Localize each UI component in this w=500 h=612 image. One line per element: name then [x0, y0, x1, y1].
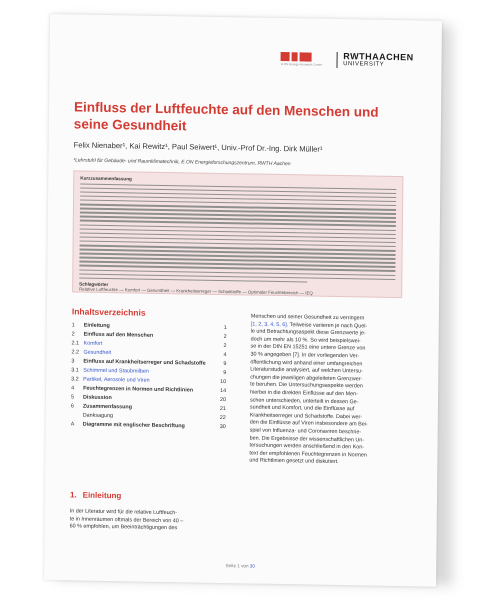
- toc-item-label: Danksagung: [82, 412, 114, 420]
- toc-item-number: A: [70, 421, 75, 428]
- footer-prefix: Seite 1 von: [225, 563, 250, 569]
- text-line: schen unterschieden, unterteilt in dessen Ge-: [249, 397, 359, 405]
- section-1-heading: [70, 490, 121, 500]
- toc-item-page: 30: [219, 423, 226, 431]
- toc-item-number: 6: [70, 403, 74, 410]
- text-line: Menschen und seiner Gesundheit zu verringern: [250, 313, 365, 322]
- toc-item[interactable]: [71, 385, 226, 394]
- keywords-heading: Schlagwörter: [79, 281, 109, 288]
- toc-item-number: 1: [71, 322, 75, 329]
- text-line: 30 % angegeben [7]. In der vorliegenden Ver-: [250, 351, 360, 360]
- abstract-text-blur: [79, 183, 396, 284]
- toc-heading: Inhaltsverzeichnis: [71, 306, 146, 318]
- toc-item[interactable]: [72, 322, 227, 331]
- eon-logo-subtitle: E.ON Energy Research Center: [280, 62, 323, 67]
- toc-item-page: 4: [223, 352, 227, 359]
- header-logos: [281, 48, 414, 72]
- text-line: sundheit und Komfort, und die Einflüsse auf: [249, 404, 355, 413]
- page-footer: [44, 560, 436, 572]
- toc-item-page: 9: [223, 370, 227, 377]
- section-title: Einleitung: [82, 490, 122, 501]
- text-line: [1, 2, 3, 4, 5, 6]. Teilweise variieren je nach Quel-: [250, 321, 368, 330]
- toc-item-number: 2.1: [71, 340, 80, 347]
- table-of-contents: [71, 322, 227, 433]
- text-line: Literaturstudie analysiert, auf welchen Untersu-: [250, 366, 364, 375]
- toc-item-page: 14: [220, 387, 227, 395]
- toc-item-label: Partikel, Aerosole und Viren: [83, 376, 150, 384]
- affiliation: ¹Lehrstuhl für Gebäude- und Raumklimatechnik, E.ON Energieforschungszentrum, RWTH Aachen: [73, 157, 291, 168]
- toc-item-label: Schimmel und Staubmilben: [83, 367, 149, 375]
- text-line: doch um mehr als 10 %. So wird beispielswei-: [250, 336, 361, 345]
- toc-item-page: 21: [219, 405, 226, 413]
- rwth-logo-line2: UNIVERSITY: [343, 61, 385, 68]
- toc-item[interactable]: [71, 376, 226, 385]
- toc-item-number: 2: [71, 331, 75, 338]
- section-number: 1.: [69, 490, 77, 500]
- toc-item-number: 2.2: [71, 349, 79, 356]
- toc-item-page: 2: [223, 343, 227, 350]
- toc-item-label: Diagramme mit englischer Beschriftung: [82, 421, 185, 430]
- text-line: le und Betrachtungsaspekt diese Grenzwerte je-: [250, 328, 366, 337]
- toc-item[interactable]: [71, 349, 226, 358]
- text-line: In der Literatur wird für die relative Luftfeuch-: [69, 508, 178, 517]
- toc-item[interactable]: [72, 340, 227, 349]
- text-line: Krankheitserreger und Schadstoffe. Dabei wer-: [249, 412, 363, 421]
- toc-item-number: 5: [70, 394, 75, 401]
- keywords: Relative Luftfeuchte — Komfort — Gesundheit — Krankheitserreger — Schadstoffe — Optimaler Feuchtebereich — IEQ: [79, 286, 313, 296]
- text-line: se in der DIN EN 15251 eine untere Grenze von: [250, 343, 366, 352]
- abstract-box: [72, 170, 403, 298]
- text-line: hierbei in die direkten Einflüsse auf den Men-: [250, 389, 358, 398]
- toc-item-label: Diskussion: [82, 394, 112, 402]
- toc-item-page: 1: [223, 325, 227, 332]
- text-line: spiel von Influenza- und Coronaviren beschrie-: [249, 427, 362, 436]
- toc-item-number: 3.2: [71, 376, 79, 383]
- document-title: Einfluss der Luftfeuchte auf den Menschen und seine Gesundheit: [73, 99, 379, 134]
- toc-item[interactable]: [71, 394, 226, 403]
- text-line: tersuchungen werden anschließend in den Kon-: [249, 442, 365, 451]
- toc-item[interactable]: [72, 331, 227, 340]
- toc-item[interactable]: [71, 358, 226, 367]
- toc-item-label: Gesundheit: [83, 349, 112, 357]
- toc-item-page: 22: [219, 414, 226, 422]
- text-line: öffentlichung wird anhand einer umfangreichen: [250, 359, 363, 368]
- text-line: den die Einflüsse auf Viren insbesondere am Bei-: [249, 419, 368, 428]
- document-page: [44, 14, 442, 587]
- toc-item[interactable]: [71, 412, 226, 421]
- text-line: ben. Die Ergebnisse der wissenschaftlichen Un-: [249, 434, 365, 443]
- footer-total-pages: 30: [249, 563, 255, 569]
- toc-item[interactable]: [71, 403, 226, 412]
- toc-item-page: 9: [223, 361, 227, 368]
- text-line: und Richtlinien gesetzt und diskutiert.: [249, 457, 339, 466]
- toc-item-page: 10: [220, 378, 227, 386]
- text-line: 60 % empfohlen, um Beeinträchtigungen des: [69, 523, 178, 532]
- toc-item-label: Einfluss auf Krankheitserreger und Schadstoffe: [83, 358, 206, 367]
- rwth-logo: [336, 52, 414, 69]
- citation-link[interactable]: [1, 2, 3, 4, 5, 6]: [250, 321, 287, 328]
- toc-item-label: Einfluss auf den Menschen: [83, 331, 154, 339]
- toc-item-label: Einleitung: [83, 322, 110, 330]
- text-line: text der empfohlenen Feuchtegrenzen in Normen: [249, 450, 367, 459]
- toc-item-page: 2: [223, 334, 227, 341]
- toc-item-number: 4: [71, 385, 75, 392]
- toc-item[interactable]: [71, 367, 226, 376]
- toc-item[interactable]: [71, 421, 226, 430]
- toc-item-page: 20: [219, 396, 227, 404]
- toc-item-number: 3: [71, 358, 75, 365]
- text-line: te beruhen. Die Untersuchungsaspekte werden: [250, 381, 363, 390]
- toc-item-label: Zusammenfassung: [82, 403, 133, 411]
- intro-text-left: [70, 508, 230, 534]
- toc-item-number: 3.1: [71, 367, 79, 374]
- text-line: te in Innenräumen oftmals der Bereich von 40 –: [69, 515, 184, 524]
- text-line: chungen die jeweiligen abgeleiteten Grenzwer-: [250, 374, 363, 383]
- eon-logo: [281, 52, 322, 67]
- intro-text-right: [249, 314, 416, 469]
- rwth-logo-line1: RWTHAACHEN: [343, 51, 414, 63]
- authors: Felix Nienaber¹, Kai Rewitz¹, Paul Seiwert¹, Univ.-Prof Dr.-Ing. Dirk Müller¹: [73, 140, 323, 154]
- toc-item-label: Feuchtegrenzen in Normen und Richtlinien: [83, 385, 194, 394]
- abstract-heading: Kurzzusammenfassung: [80, 175, 132, 182]
- toc-item-label: Komfort: [83, 340, 103, 347]
